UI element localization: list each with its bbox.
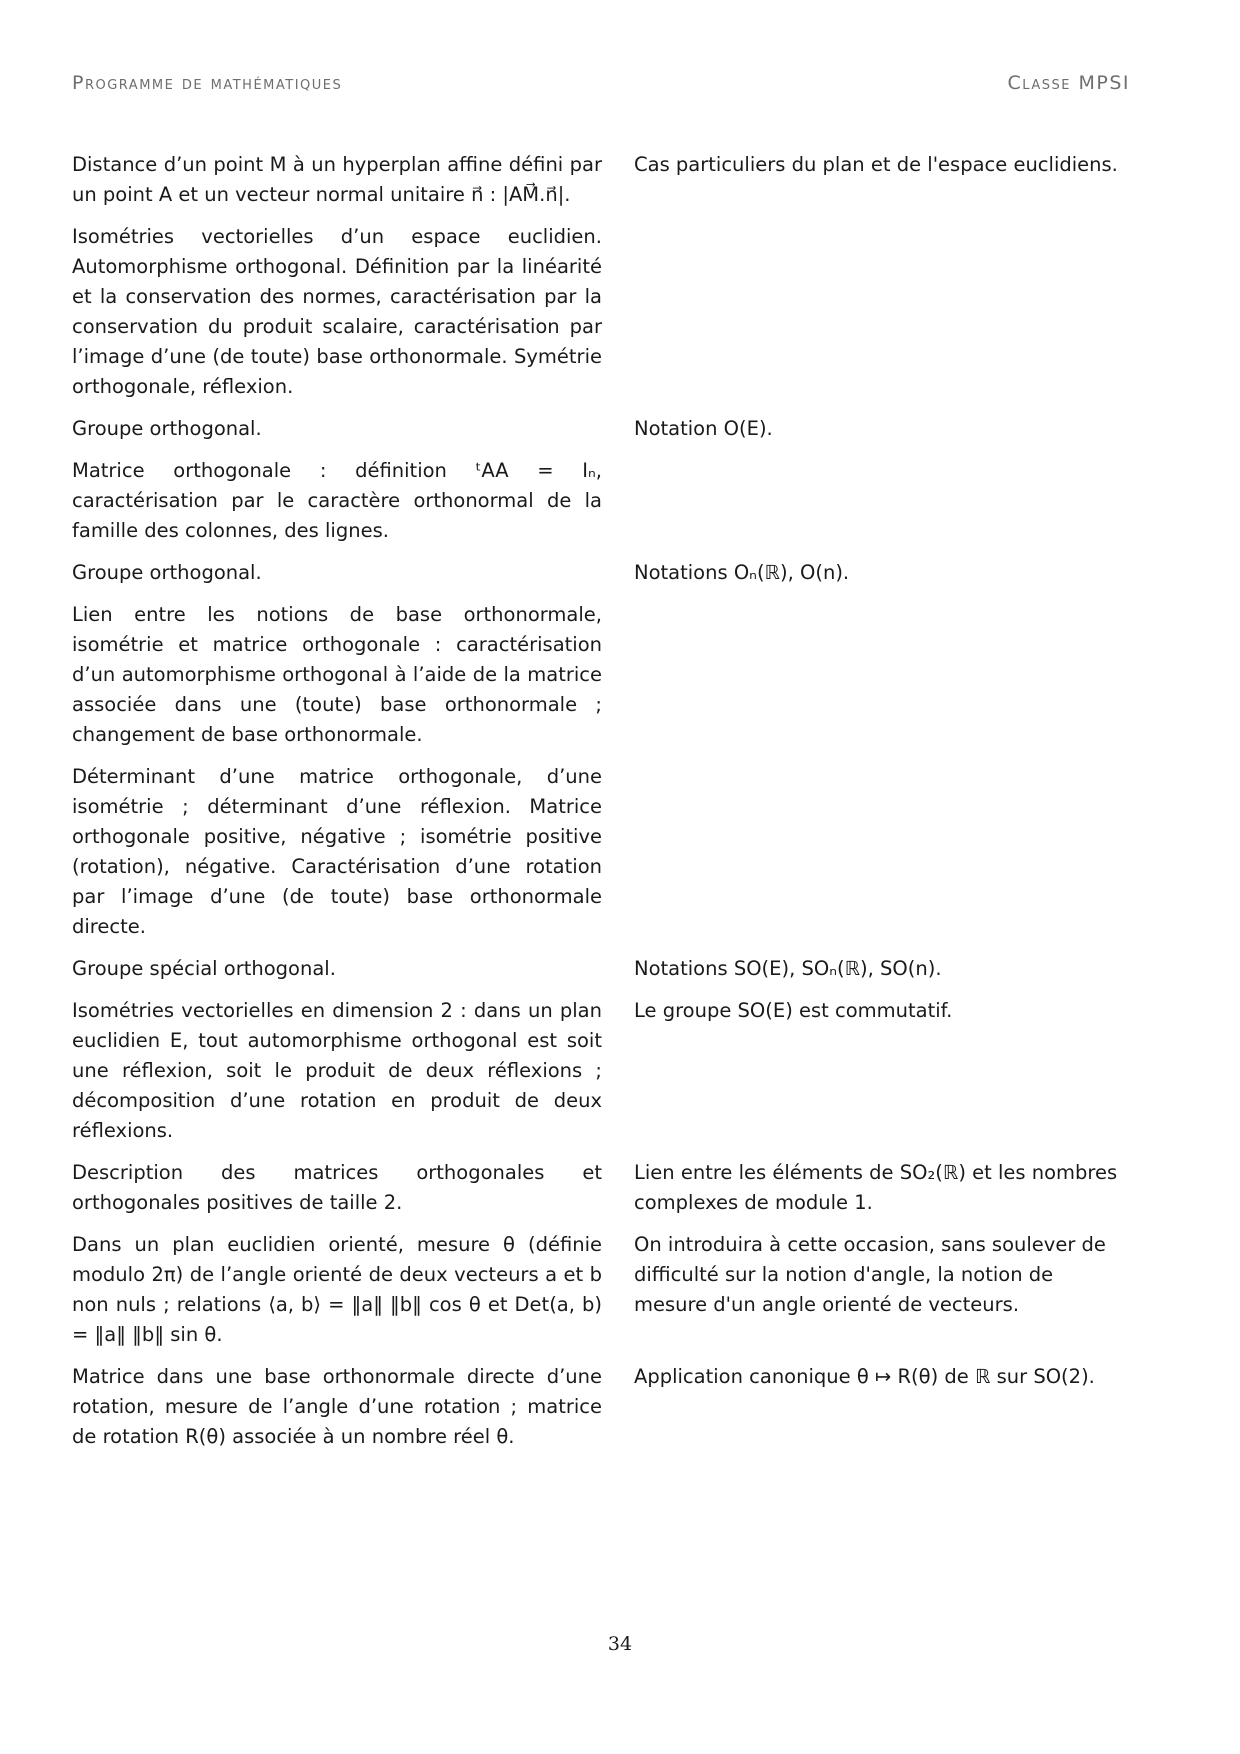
comment-cell: Notations Oₙ(ℝ), O(n). xyxy=(634,561,850,584)
comment-cell xyxy=(634,762,1132,942)
content-cell: Matrice dans une base orthonormale directe d’une rotation, mesure de l’angle d’une rotation ; matrice de rotation R(θ) associée à un nombre réel θ. xyxy=(72,1365,602,1448)
comment-cell xyxy=(634,222,1132,402)
comment-cell: Notation O(E). xyxy=(634,417,773,440)
table-row xyxy=(72,1362,1132,1452)
page-number: 34 xyxy=(607,1633,633,1655)
table-row xyxy=(72,558,1132,588)
content-cell: Distance d’un point M à un hyperplan affine défini par un point A et un vecteur normal unitaire n⃗ : |AM⃗.n⃗|. xyxy=(72,153,602,206)
table-row xyxy=(72,150,1132,210)
page-header xyxy=(72,72,1130,94)
table-row xyxy=(72,600,1132,750)
table-row xyxy=(72,954,1132,984)
table-row xyxy=(72,222,1132,402)
table-row xyxy=(72,456,1132,546)
content-cell: Isométries vectorielles d’un espace euclidien. Automorphisme orthogonal. Définition par la linéarité et la conservation des normes, caractérisation par la conservation du produit scalaire, caractérisation par l’image d’une (de toute) base orthonormale. Symétrie orthogonale, réflexion. xyxy=(72,225,602,398)
content-cell: Groupe orthogonal. xyxy=(72,561,262,584)
comment-cell: Lien entre les éléments de SO₂(ℝ) et les nombres complexes de module 1. xyxy=(634,1161,1118,1214)
header-program-title: Programme de mathématiques xyxy=(72,72,343,94)
content-cell: Dans un plan euclidien orienté, mesure θ (définie modulo 2π) de l’angle orienté de deux vecteurs a et b non nuls ; relations ⟨a, b⟩ = ‖a‖ ‖b‖ cos θ et Det(a, b) = ‖a‖ ‖b‖ sin θ. xyxy=(72,1233,602,1346)
content-cell: Groupe spécial orthogonal. xyxy=(72,957,336,980)
table-row xyxy=(72,996,1132,1146)
table-row xyxy=(72,1230,1132,1350)
comment-cell: Cas particuliers du plan et de l'espace euclidiens. xyxy=(634,153,1118,176)
comment-cell: On introduira à cette occasion, sans soulever de difficulté sur la notion d'angle, la notion de mesure d'un angle orienté de vecteurs. xyxy=(634,1233,1106,1316)
table-row xyxy=(72,1158,1132,1218)
header-class-name: Classe MPSI xyxy=(1007,72,1130,94)
content-cell: Description des matrices orthogonales et orthogonales positives de taille 2. xyxy=(72,1161,602,1214)
content-cell: Isométries vectorielles en dimension 2 : dans un plan euclidien E, tout automorphisme orthogonal est soit une réflexion, soit le produit de deux réflexions ; décomposition d’une rotation en produit de deux réflexions. xyxy=(72,999,602,1142)
table-row xyxy=(72,762,1132,942)
table-row xyxy=(72,414,1132,444)
content-cell: Lien entre les notions de base orthonormale, isométrie et matrice orthogonale : caractérisation d’un automorphisme orthogonal à l’aide de la matrice associée dans une (toute) base orthonormale ; changement de base orthonormale. xyxy=(72,603,602,746)
content-cell: Déterminant d’une matrice orthogonale, d’une isométrie ; déterminant d’une réflexion. Matrice orthogonale positive, négative ; isométrie positive (rotation), négative. Caractérisation d’une rotation par l’image d’une (de toute) base orthonormale directe. xyxy=(72,765,602,938)
comment-cell xyxy=(634,600,1132,750)
content-cell: Matrice orthogonale : définition ᵗAA = Iₙ, caractérisation par le caractère orthonormal de la famille des colonnes, des lignes. xyxy=(72,459,602,542)
content-cell: Groupe orthogonal. xyxy=(72,417,262,440)
comment-cell: Notations SO(E), SOₙ(ℝ), SO(n). xyxy=(634,957,942,980)
program-table xyxy=(72,150,1132,1464)
comment-cell: Application canonique θ ↦ R(θ) de ℝ sur SO(2). xyxy=(634,1365,1095,1388)
comment-cell xyxy=(634,456,1132,546)
comment-cell: Le groupe SO(E) est commutatif. xyxy=(634,999,953,1022)
